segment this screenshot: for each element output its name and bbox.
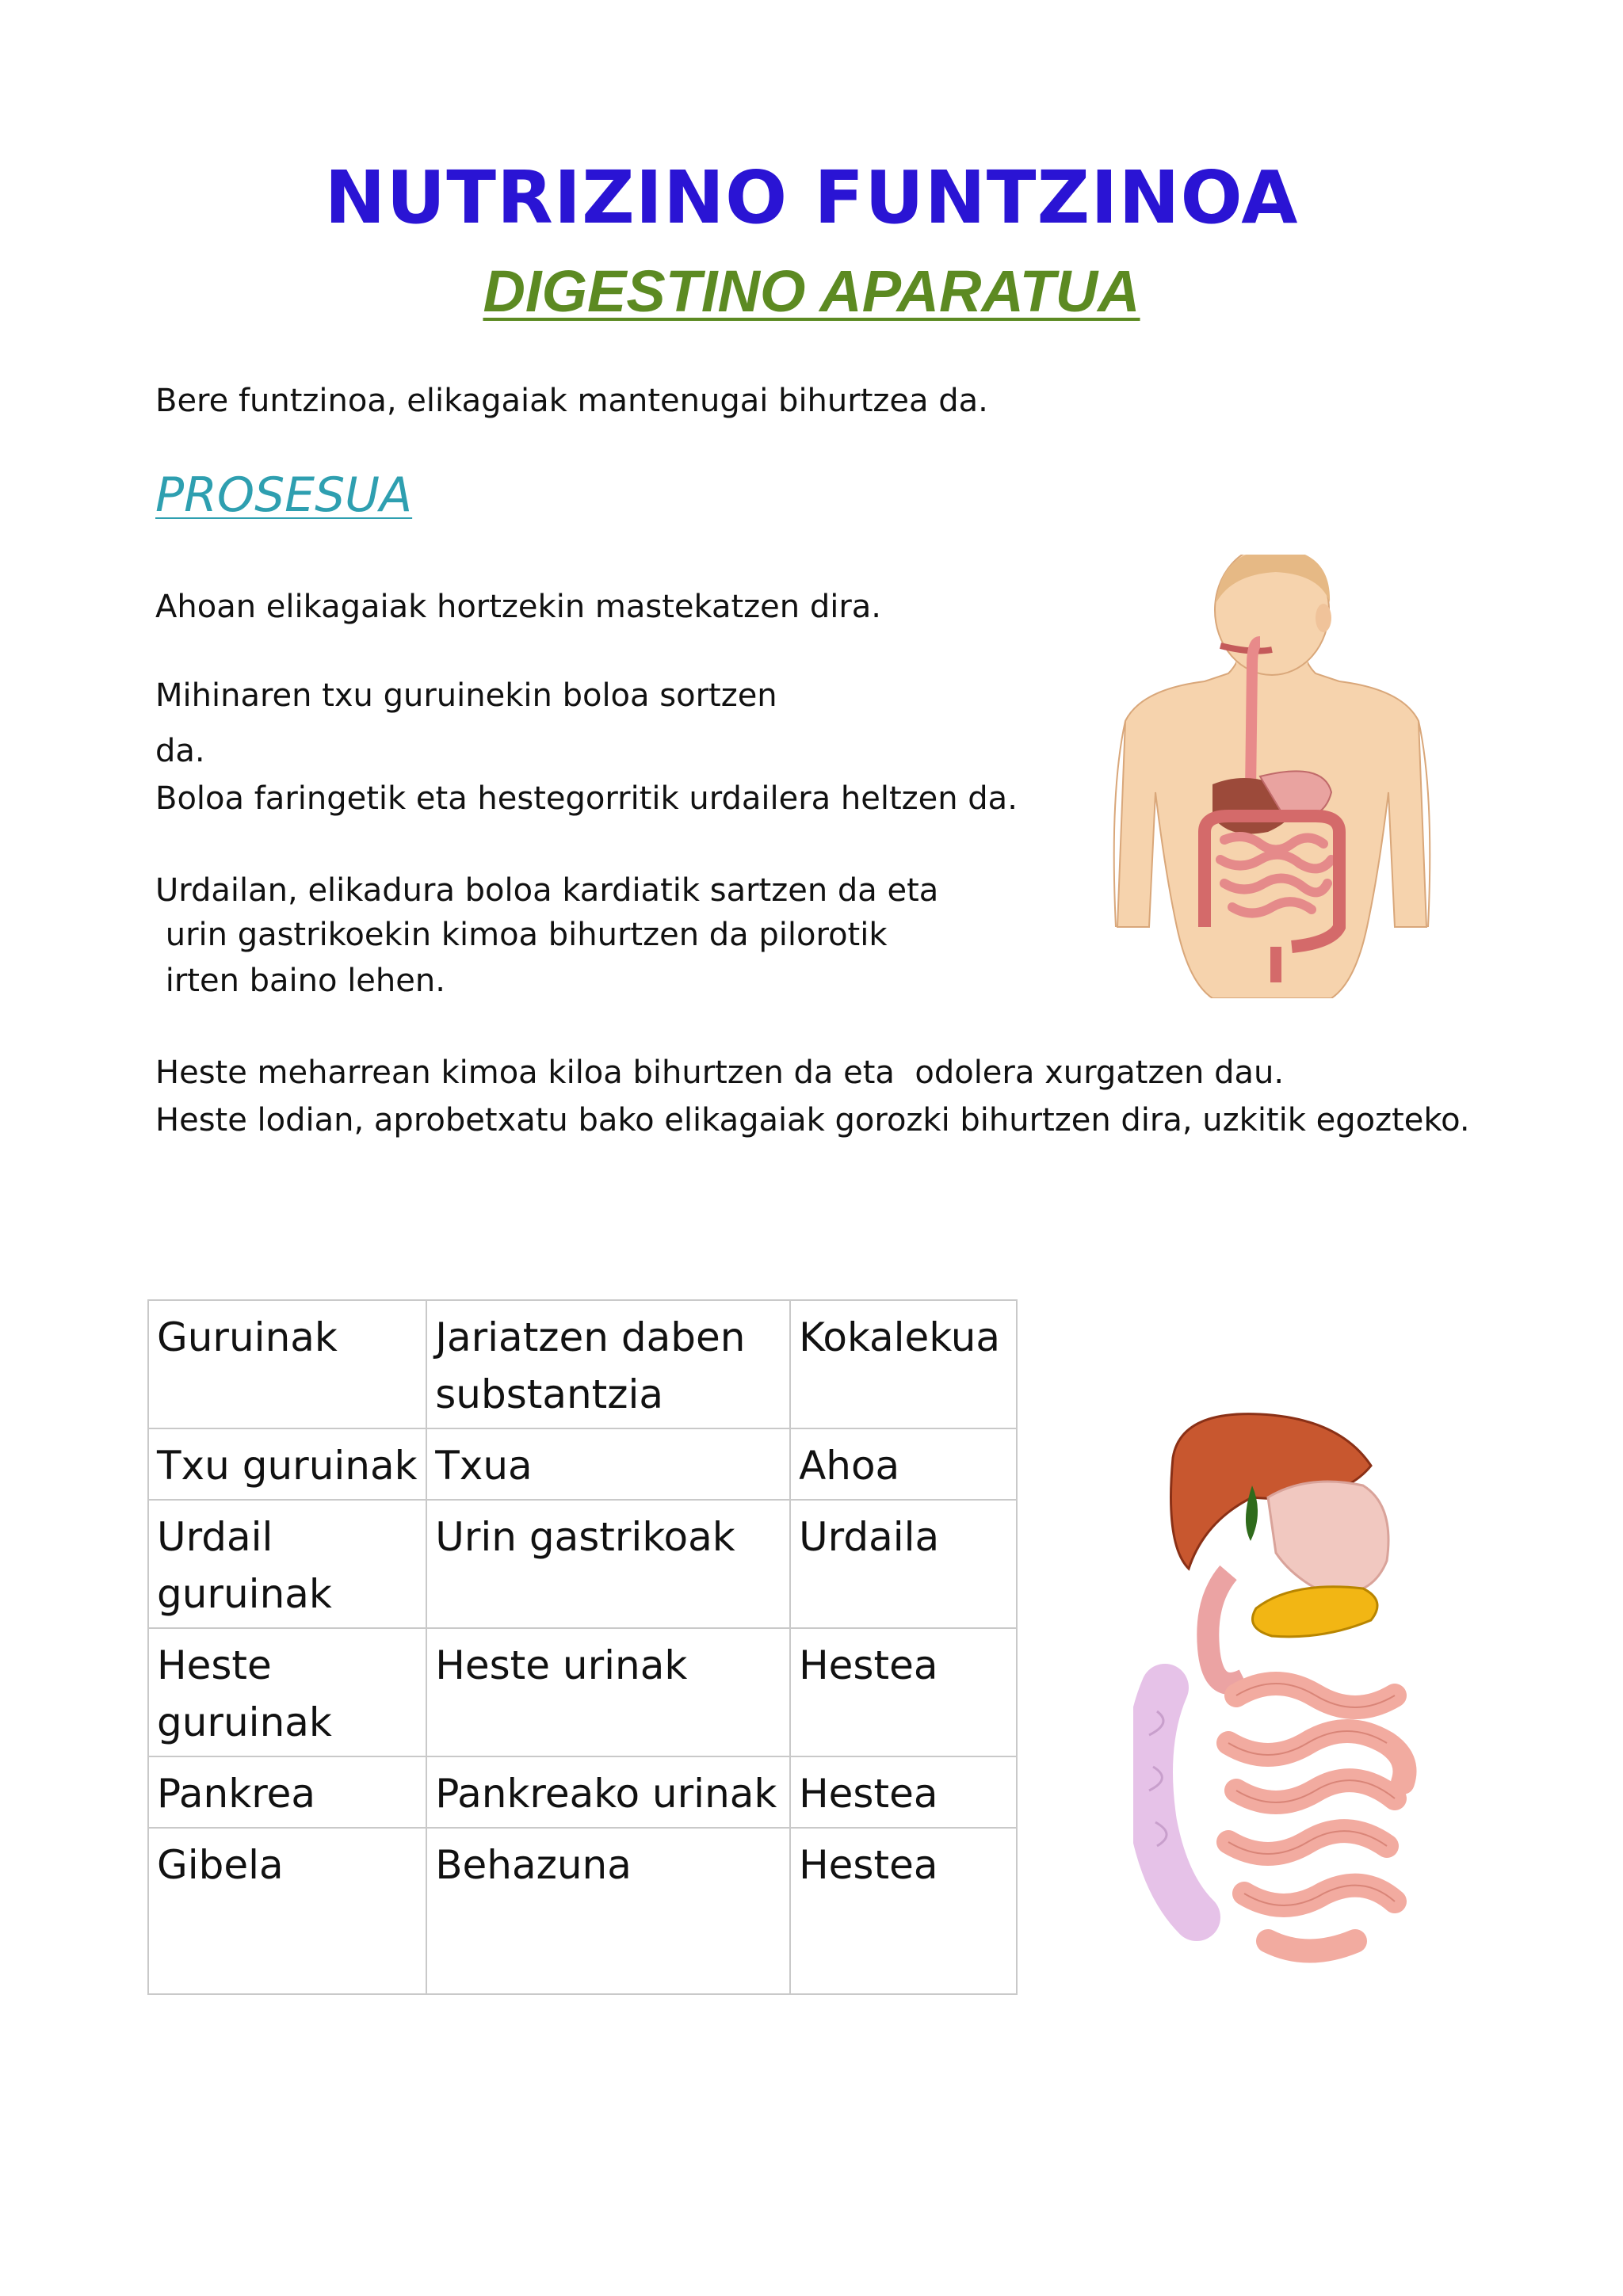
table-cell: Ahoa: [790, 1428, 1017, 1500]
table-cell: Hestea: [790, 1628, 1017, 1756]
table-cell: Hestea: [790, 1756, 1017, 1828]
table-header-cell: Kokalekua: [790, 1300, 1017, 1428]
table-cell: Heste urinak: [426, 1628, 790, 1756]
table-row: [148, 1828, 1017, 1994]
intro-text: Bere funtzinoa, elikagaiak mantenugai bihurtzea da.: [155, 383, 988, 419]
table-header-cell: Jariatzen daben substantzia: [426, 1300, 790, 1428]
process-line-4: Boloa faringetik eta hestegorritik urdailera heltzen da.: [155, 780, 1018, 817]
table-header-row: [148, 1300, 1017, 1428]
process-line-3: da.: [155, 733, 205, 769]
table-cell: Urdail guruinak: [148, 1500, 426, 1628]
table-row: [148, 1500, 1017, 1628]
process-line-6: urin gastrikoekin kimoa bihurtzen da pilorotik: [155, 917, 888, 953]
table-row: [148, 1628, 1017, 1756]
section-title: PROSESUA: [155, 467, 413, 523]
table-cell: Pankrea: [148, 1756, 426, 1828]
process-line-1: Ahoan elikagaiak hortzekin mastekatzen dira.: [155, 589, 881, 625]
page-title: NUTRIZINO FUNTZINOA: [324, 155, 1299, 240]
process-line-5: Urdailan, elikadura boloa kardiatik sartzen da eta: [155, 872, 939, 909]
table-cell: Urin gastrikoak: [426, 1500, 790, 1628]
table-cell: Txua: [426, 1428, 790, 1500]
table-cell: Behazuna: [426, 1828, 790, 1994]
process-line-8: Heste meharrean kimoa kiloa bihurtzen da eta odolera xurgatzen dau.: [155, 1055, 1285, 1091]
page-subtitle: DIGESTINO APARATUA: [483, 258, 1140, 324]
table-row: [148, 1428, 1017, 1500]
process-line-9: Heste lodian, aprobetxatu bako elikagaiak gorozki bihurtzen dira, uzkitik egozteko.: [155, 1102, 1470, 1138]
table-cell: Txu guruinak: [148, 1428, 426, 1500]
table-cell: Heste guruinak: [148, 1628, 426, 1756]
table-cell: Urdaila: [790, 1500, 1017, 1628]
table-cell: Hestea: [790, 1828, 1017, 1994]
process-line-7: irten baino lehen.: [155, 963, 445, 999]
table-header-cell: Guruinak: [148, 1300, 426, 1428]
digestive-system-body-illustration: [1094, 555, 1450, 998]
digestive-organs-illustration: [1133, 1410, 1466, 1981]
process-line-2: Mihinaren txu guruinekin boloa sortzen: [155, 677, 777, 714]
table-cell: Gibela: [148, 1828, 426, 1994]
table-row: [148, 1756, 1017, 1828]
glands-table: [147, 1299, 1018, 1995]
table-cell: Pankreako urinak: [426, 1756, 790, 1828]
